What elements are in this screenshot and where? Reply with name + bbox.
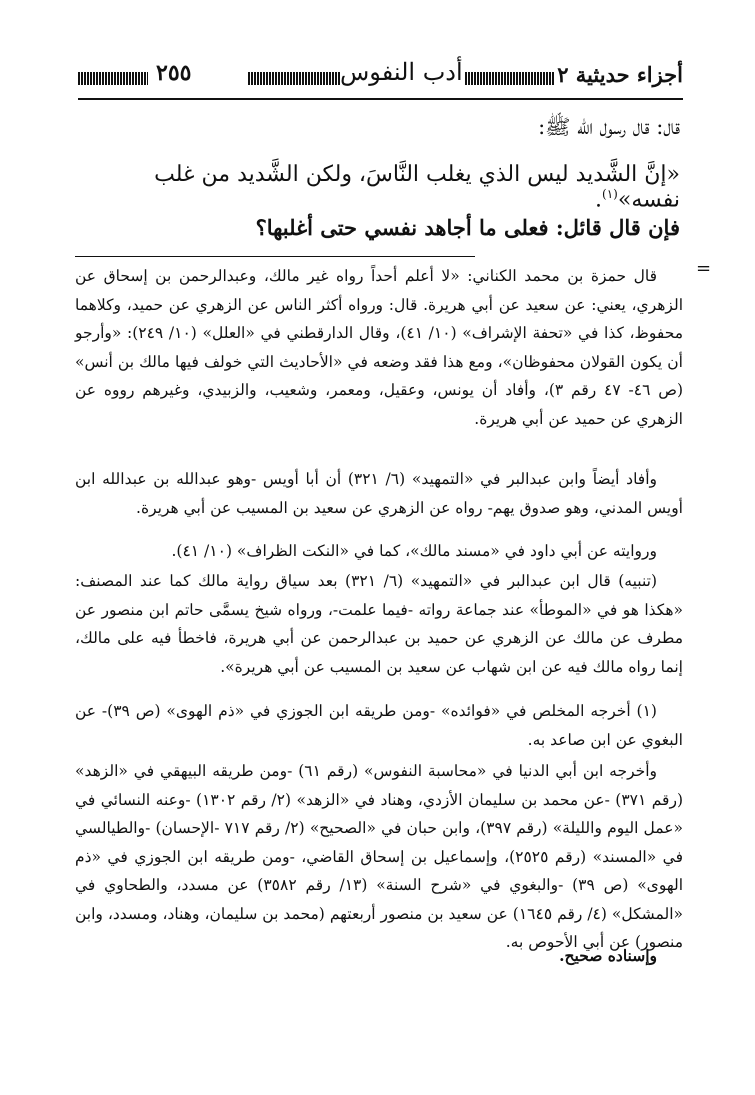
main-line-3: فإن قال قائل: فعلى ما أجاهد نفسي حتى أغلبها؟	[255, 215, 680, 240]
hadith-text: «إنَّ الشَّديد ليس الذي يغلب النَّاسَ، ولكن الشَّديد من غلب نفسه»	[154, 162, 680, 213]
header-ornament-left	[78, 72, 148, 85]
main-line-1: قال: قال رسول الله ﷺ:	[538, 115, 680, 139]
footnote-paragraph-1: قال حمزة بن محمد الكناني: «لا أعلم أحداً رواه غير مالك، وعبدالرحمن بن إسحاق عن الزهري، يعني: عن سعيد عن أبي هريرة. قال: ورواه أكثر الناس عن الزهري عن حميد، وكلاهما محفوظ، كذا في «تحفة الإشراف» (١٠/ ٤١)، وقال الدارقطني في «العلل» (١٠/ ٢٤٩): «وأرجو أن يكون القولان محفوظان»، ومع هذا فقد وضعه في «الأحاديث التي خولف فيها مالك بن أنس» (ص ٤٦- ٤٧ رقم ٣)، وأفاد أن يونس، وعقيل، ومعمر، وشعيب، والزبيدي، وغيرهم رووه عن الزهري عن حميد عن أبي هريرة.	[75, 267, 683, 428]
footnote-paragraph-4: (تنبيه) قال ابن عبدالبر في «التمهيد» (٦/ ٣٢١) بعد سياق رواية مالك كما عند المصنف: «هكذا هو في «الموطأ» عند جماعة رواته -فيما علمت-، ورواه شيخ يسمَّى حاتم ابن منصور عن مطرف عن مالك عن الزهري عن حميد بن عبدالرحمن عن أبي هريرة، فاخطأ فيه على مالك، إنما رواه مالك فيه عن ابن شهاب عن سعيد بن المسيب عن أبي هريرة».	[75, 572, 683, 676]
hadith-end: .	[595, 187, 603, 213]
footnote-paragraph-7: وإسناده صحيح.	[559, 946, 657, 965]
continuation-mark: =	[696, 258, 712, 279]
header-ornament-middle	[248, 72, 340, 85]
footnote-separator	[75, 256, 475, 257]
footnote-paragraph-3: وروايته عن أبي داود في «مسند مالك»، كما في «النكت الظراف» (١٠/ ٤١).	[171, 542, 657, 560]
footnote-paragraph-5: (١) أخرجه المخلص في «فوائده» -ومن طريقه ابن الجوزي في «ذم الهوى» (ص ٣٩)- عن البغوي عن ابن صاعد به.	[75, 702, 683, 749]
main-line-2	[85, 162, 680, 212]
footnote-ref: (١)	[602, 187, 618, 201]
footnote-paragraph-2: وأفاد أيضاً وابن عبدالبر في «التمهيد» (٦/ ٣٢١) أن أبا أويس -وهو عبدالله بن عبدالله ابن أويس المدني، وهو صدوق يهم- رواه عن الزهري عن سعيد بن المسيب عن أبي هريرة.	[75, 470, 683, 517]
series-title: أجزاء حديثية ٢	[557, 62, 683, 87]
header-divider	[78, 98, 683, 100]
book-title: أدب النفوس	[340, 58, 463, 86]
header-ornament-right	[465, 72, 555, 85]
page-number: ٢٥٥	[156, 60, 192, 86]
page-header	[78, 58, 683, 98]
footnote-paragraph-6: وأخرجه ابن أبي الدنيا في «محاسبة النفوس» (رقم ٦١) -ومن طريقه البيهقي في «الزهد» (رقم ٣٧١) -عن محمد بن سليمان الأزدي، وهناد في «الزهد» (٢/ رقم ١٣٠٢) -وعنه النسائي في «عمل اليوم والليلة» (رقم ٣٩٧)، وابن حبان في «الصحيح» (٢/ رقم ٧١٧ -الإحسان) -والطيالسي في «المسند» (رقم ٢٥٢٥)، وإسماعيل بن إسحاق القاضي، -ومن طريقه ابن الجوزي في «ذم الهوى» (ص ٣٩) -والبغوي في «شرح السنة» (١٣/ رقم ٣٥٨٢) عن مسدد، والطحاوي في «المشكل» (٤/ رقم ١٦٤٥) عن سعيد بن منصور أربعتهم (محمد بن سليمان، وهناد، ومسدد، وابن منصور) عن أبي الأحوص به.	[75, 762, 684, 951]
